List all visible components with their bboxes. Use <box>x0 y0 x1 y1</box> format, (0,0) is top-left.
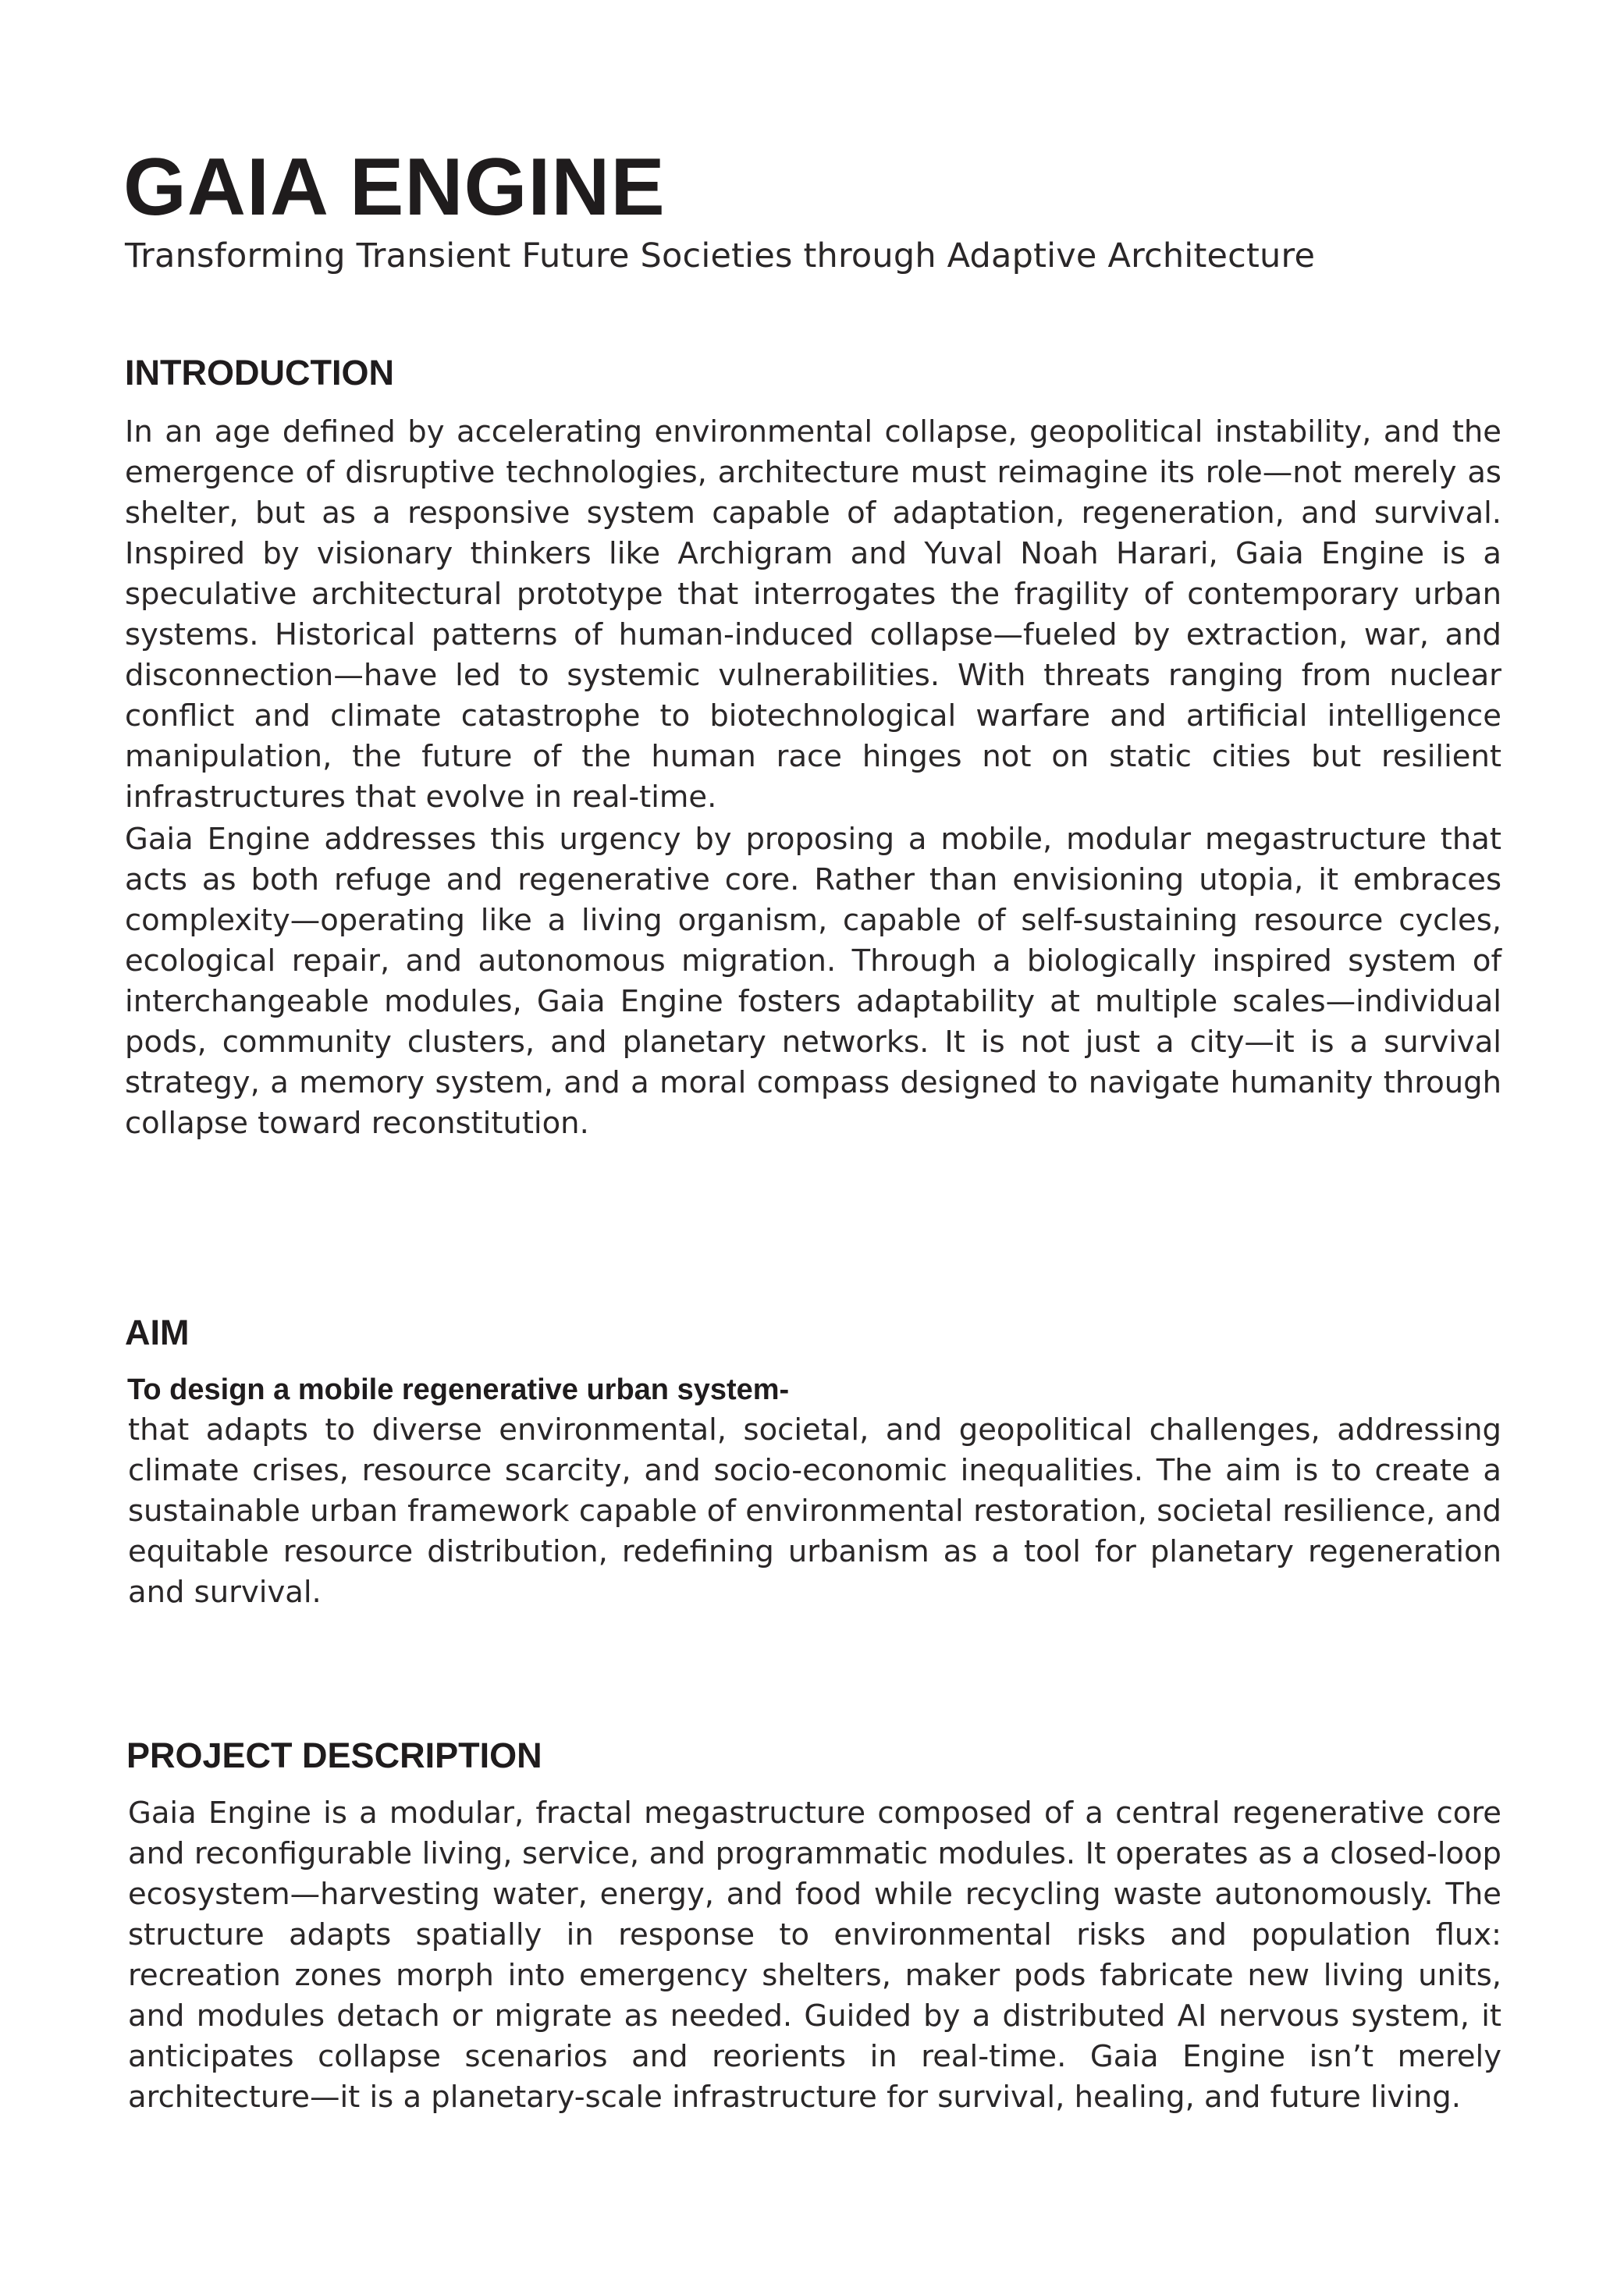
introduction-paragraph-2: Gaia Engine addresses this urgency by proposing a mobile, modular megastructure that acts as both refuge and regenerative core. Rather than envisioning utopia, it embraces complexity—operating like a living organism, capable of self-sustaining resource cycles, ecological repair, and autonomous migration. Through a biologically inspired system of interchangeable modules, Gaia Engine fosters adaptability at multiple scales—individual pods, community clusters, and planetary networks. It is not just a city—it is a survival strategy, a memory system, and a moral compass designed to navigate humanity through collapse toward reconstitution. <box>125 822 1501 1141</box>
introduction-heading: INTRODUCTION <box>125 353 394 393</box>
introduction-paragraph-1: In an age defined by accelerating environmental collapse, geopolitical instability, and the emergence of disruptive technologies, architecture must reimagine its role—not merely as shelter, but as a responsive system capable of adaptation, regeneration, and survival. Inspired by visionary thinkers like Archigram and Yuval Noah Harari, Gaia Engine is a speculative architectural prototype that interrogates the fragility of contemporary urban systems. Historical patterns of human-induced collapse—fueled by extraction, war, and disconnection—have led to systemic vulnerabilities. With threats ranging from nuclear conflict and climate catastrophe to biotechnological warfare and artificial intelligence manipulation, the future of the human race hinges not on static cities but resilient infrastructures that evolve in real-time. <box>125 414 1501 815</box>
document-title: GAIA ENGINE <box>123 142 666 233</box>
document-subtitle: Transforming Transient Future Societies through Adaptive Architecture <box>125 236 1316 275</box>
project-description-paragraph: Gaia Engine is a modular, fractal megastructure composed of a central regenerative core and reconfigurable living, service, and programmatic modules. It operates as a closed-loop ecosystem—harvesting water, energy, and food while recycling waste autonomously. The structure adapts spatially in response to environmental risks and population flux: recreation zones morph into emergency shelters, maker pods fabricate new living units, and modules detach or migrate as needed. Guided by a distributed AI nervous system, it anticipates collapse scenarios and reorients in real-time. Gaia Engine isn’t merely architecture—it is a planetary-scale infrastructure for survival, healing, and future living. <box>128 1796 1501 2115</box>
aim-heading: AIM <box>125 1313 190 1352</box>
aim-paragraph: that adapts to diverse environmental, societal, and geopolitical challenges, addressing climate crises, resource scarcity, and socio-economic inequalities. The aim is to create a sustainable urban framework capable of environmental restoration, societal resilience, and equitable resource distribution, redefining urbanism as a tool for planetary regeneration and survival. <box>128 1412 1501 1610</box>
project-description-heading: PROJECT DESCRIPTION <box>126 1735 542 1775</box>
aim-lead-statement: To design a mobile regenerative urban system- <box>127 1373 790 1406</box>
